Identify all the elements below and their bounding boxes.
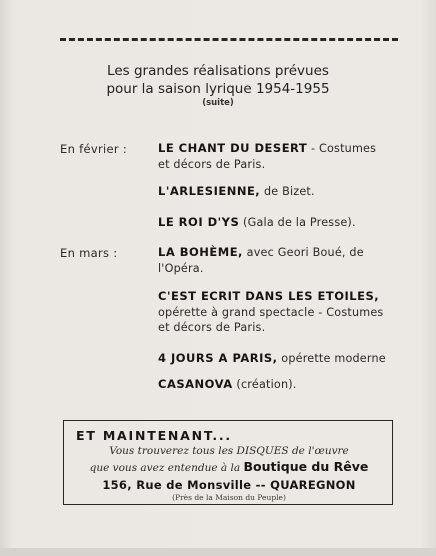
heading-suite: (suite) xyxy=(202,98,234,108)
entry-detail: de Bizet. xyxy=(260,185,315,198)
entry-detail: (Gala de la Presse). xyxy=(239,216,356,229)
entry-title: LE CHANT DU DESERT xyxy=(158,141,308,155)
entry-title: LA BOHÈME, xyxy=(158,245,243,259)
heading-line-2: pour la saison lyrique 1954-1955 xyxy=(106,81,330,97)
entry-title: 4 JOURS A PARIS, xyxy=(158,351,278,365)
month-label-february: En février : xyxy=(60,142,127,156)
month-label-march: En mars : xyxy=(60,246,118,260)
advert-title: ET MAINTENANT... xyxy=(76,428,232,443)
entry-roi-d-ys xyxy=(158,215,404,231)
entry-4-jours-a-paris xyxy=(158,351,404,367)
page-heading xyxy=(0,62,436,98)
shop-address: 156, Rue de Monsville -- QUAREGNON xyxy=(102,478,356,492)
entry-detail-line-2: et décors de Paris. xyxy=(158,321,266,334)
entry-chant-du-desert xyxy=(158,141,404,172)
page-bottom-edge xyxy=(0,548,436,556)
entry-title: L'ARLESIENNE, xyxy=(158,184,261,198)
entry-detail: avec Geori Boué, de xyxy=(242,246,364,259)
shop-location-note: (Près de la Maison du Peuple) xyxy=(172,493,286,502)
dashed-divider xyxy=(60,38,398,42)
entry-title: C'EST ECRIT DANS LES ETOILES, xyxy=(158,289,380,303)
entry-title: LE ROI D'YS xyxy=(158,215,240,229)
entry-c-est-ecrit xyxy=(158,289,404,336)
entry-detail: - Costumes xyxy=(307,142,377,155)
entry-detail-line-2: et décors de Paris. xyxy=(158,157,266,171)
advert-line-1: Vous trouverez tous les DISQUES de l'œuvre xyxy=(109,445,349,457)
entry-title: CASANOVA xyxy=(158,377,233,391)
entry-detail: opérette à grand spectacle - Costumes xyxy=(158,305,384,319)
record-shop-advert xyxy=(63,420,393,505)
heading-line-1: Les grandes réalisations prévues xyxy=(107,63,329,79)
entry-arlesienne xyxy=(158,184,404,200)
entry-casanova xyxy=(158,377,404,393)
advert-line-2-text: que vous avez entendue à la xyxy=(89,462,244,474)
entry-detail-line-2: l'Opéra. xyxy=(158,261,204,275)
advert-line-2 xyxy=(64,459,394,474)
entry-detail: opérette moderne xyxy=(277,352,386,365)
shop-name: Boutique du Rêve xyxy=(243,459,369,474)
entry-la-boheme xyxy=(158,245,404,276)
entry-detail: (création). xyxy=(232,378,297,391)
